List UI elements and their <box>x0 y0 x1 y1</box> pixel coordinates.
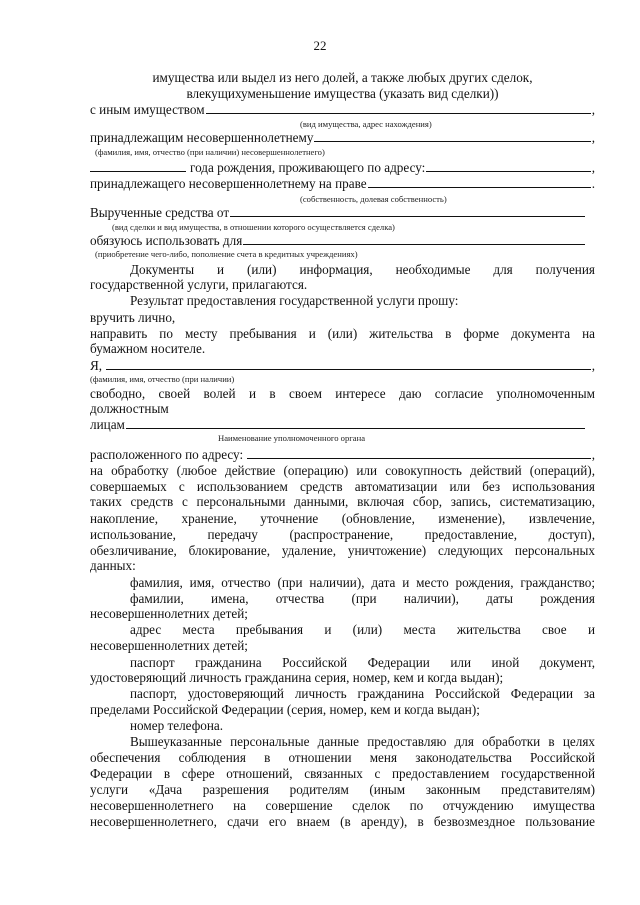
text-line: данных: <box>90 558 136 573</box>
option-hand-delivery[interactable]: вручить лично, <box>90 310 176 325</box>
text-line: Федерации в сфере отношений, связанных с предоставлением государственной <box>90 766 595 781</box>
list-item: паспорт гражданина Российской Федерации или иной документ, <box>130 655 595 670</box>
field-label: принадлежащим несовершеннолетнему <box>90 130 314 145</box>
fill-line[interactable] <box>243 233 585 245</box>
text-line: свободно, своей волей и в своем интересе даю согласие уполномоченным <box>90 386 595 401</box>
text-line: влекущихуменьшение имущества (указать вид сделки)) <box>186 86 499 101</box>
field-label: принадлежащего несовершеннолетнему на праве <box>90 176 367 191</box>
text-line: обеспечения соблюдения в отношении меня законодательства Российской <box>90 750 595 765</box>
field-label: года рождения, проживающего по адресу: <box>190 160 426 175</box>
field-use-for[interactable] <box>90 233 595 248</box>
text-line: на обработку (любое действие (операцию) или совокупность действий (операций), <box>90 463 595 478</box>
text-line: имущества или выдел из него долей, а также любых других сделок, <box>152 70 533 85</box>
field-caption: (приобретение чего-либо, пополнение счета в кредитных учреждениях) <box>95 249 358 259</box>
text-line: несовершеннолетнего, сдачи его внаем (в аренду), в безвозмездное пользование <box>90 814 595 829</box>
field-right-of-ownership[interactable]: принадлежащего несовершеннолетнему на праве . <box>90 176 595 191</box>
list-item: фамилия, имя, отчество (при наличии), дата и место рождения, гражданство; <box>130 575 595 590</box>
text-line: должностным <box>90 401 169 416</box>
field-caption: (вид имущества, адрес нахождения) <box>300 119 432 129</box>
text-line: удостоверяющий личность гражданина серия, номер, кем и когда выдан); <box>90 670 504 685</box>
text-line: накопление, хранение, уточнение (обновление, изменение), извлечение, <box>90 511 595 526</box>
text-line: несовершеннолетних детей; <box>90 638 248 653</box>
fill-line[interactable] <box>90 160 186 172</box>
option-mail-delivery[interactable]: направить по месту пребывания и (или) жительства в форме документа на <box>90 326 595 341</box>
field-caption: Наименование уполномоченного органа <box>218 433 366 443</box>
text-line: несовершеннолетних детей; <box>90 606 248 621</box>
list-item: номер телефона. <box>130 718 224 733</box>
fill-line[interactable] <box>368 176 591 188</box>
field-applicant-name[interactable]: Я, , <box>90 358 595 373</box>
fill-line[interactable] <box>426 160 590 172</box>
text-line: несовершеннолетнего на совершение сделок по отчуждению имущества <box>90 798 595 813</box>
field-caption: (фамилия, имя, отчество (при наличии) несовершеннолетнего) <box>95 147 325 157</box>
field-other-property[interactable]: с иным имуществом , <box>90 102 595 117</box>
fill-line[interactable] <box>247 447 591 459</box>
field-authorized-body[interactable] <box>90 417 595 432</box>
list-item: паспорт, удостоверяющий личность гражданина Российской Федерации за <box>130 686 595 701</box>
field-label: Вырученные средства от <box>90 205 230 220</box>
text-line: Вышеуказанные персональные данные предоставляю для обработки в целях <box>130 734 595 749</box>
fill-line[interactable] <box>126 417 585 429</box>
text-line: государственной услуги, прилагаются. <box>90 277 308 292</box>
field-caption: (собственность, долевая собственность) <box>300 194 447 204</box>
field-proceeds[interactable] <box>90 205 595 220</box>
field-label: лицам <box>90 417 125 432</box>
text-line: обезличивание, блокирование, удаление, уничтожение) следующих персональных <box>90 543 595 558</box>
text-line: Документы и (или) информация, необходимые для получения <box>130 262 595 277</box>
text-line: бумажном носителе. <box>90 341 206 356</box>
text-line: использование, передачу (распространение, предоставление, доступ), <box>90 527 595 542</box>
text-line: Результат предоставления государственной услуги прошу: <box>130 293 459 308</box>
field-label: с иным имуществом <box>90 102 205 117</box>
fill-line[interactable] <box>106 358 591 370</box>
field-label: Я, <box>90 358 103 373</box>
text-line: таких средств с персональными данными, включая сбор, запись, систематизацию, <box>90 494 595 509</box>
page-number: 22 <box>313 38 327 53</box>
field-label: расположенного по адресу: <box>90 447 244 462</box>
list-item: фамилии, имена, отчества (при наличии), даты рождения <box>130 591 595 606</box>
field-label: обязуюсь использовать для <box>90 233 243 248</box>
fill-line[interactable] <box>230 205 585 217</box>
fill-line[interactable] <box>314 130 590 142</box>
field-caption: (вид сделки и вид имущества, в отношении которого осуществляется сделка) <box>112 222 395 232</box>
field-birth-year-address[interactable]: года рождения, проживающего по адресу: , <box>90 160 595 175</box>
text-line: услуги «Дача разрешения родителям (иным законным представителям) <box>90 782 595 797</box>
text-line: совершаемых с использованием средств автоматизации или без использования <box>90 479 595 494</box>
field-minor-owner[interactable]: принадлежащим несовершеннолетнему , <box>90 130 595 145</box>
list-item: адрес места пребывания и (или) места жительства свое и <box>130 622 595 637</box>
field-body-address[interactable]: расположенного по адресу: , <box>90 447 595 462</box>
field-caption: (фамилия, имя, отчество (при наличии) <box>90 374 235 384</box>
fill-line[interactable] <box>206 102 591 114</box>
text-line: пределами Российской Федерации (серия, номер, кем и когда выдан); <box>90 702 480 717</box>
